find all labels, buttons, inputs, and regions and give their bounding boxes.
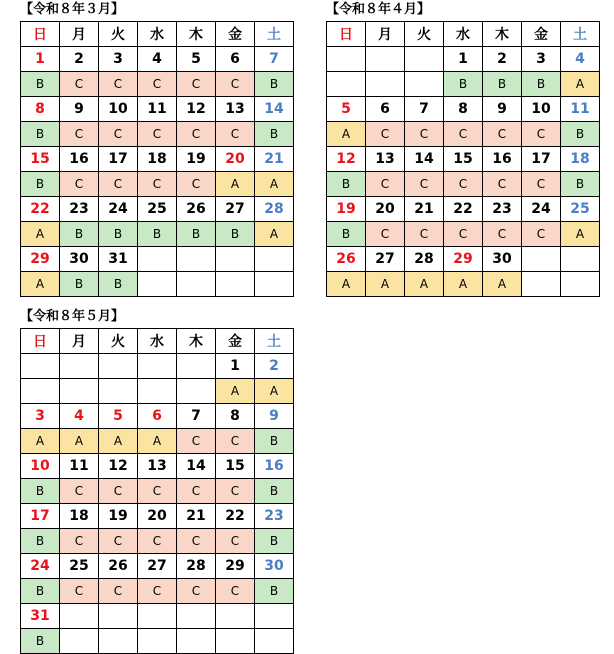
date-row xyxy=(21,47,294,72)
date-row xyxy=(21,504,294,529)
code-cell: C xyxy=(99,479,138,504)
date-cell: 22 xyxy=(21,197,60,222)
code-cell xyxy=(327,72,366,97)
date-cell: 6 xyxy=(366,97,405,122)
code-cell: C xyxy=(522,122,561,147)
date-cell: 8 xyxy=(216,404,255,429)
date-cell: 14 xyxy=(255,97,294,122)
date-cell: 20 xyxy=(216,147,255,172)
weekday-header: 木 xyxy=(177,22,216,47)
date-cell: 6 xyxy=(216,47,255,72)
code-cell: B xyxy=(255,479,294,504)
code-cell xyxy=(216,629,255,654)
date-cell: 11 xyxy=(138,97,177,122)
weekday-header: 金 xyxy=(216,329,255,354)
code-cell xyxy=(177,379,216,404)
date-cell: 12 xyxy=(99,454,138,479)
date-cell: 18 xyxy=(138,147,177,172)
code-row xyxy=(327,72,600,97)
code-row xyxy=(21,172,294,197)
date-cell: 21 xyxy=(255,147,294,172)
code-cell: C xyxy=(405,172,444,197)
weekday-header: 火 xyxy=(99,22,138,47)
code-cell: B xyxy=(483,72,522,97)
date-cell: 2 xyxy=(60,47,99,72)
weekday-header: 火 xyxy=(99,329,138,354)
code-cell: C xyxy=(177,429,216,454)
code-cell: B xyxy=(21,122,60,147)
code-cell: B xyxy=(561,122,600,147)
code-cell: B xyxy=(444,72,483,97)
code-cell: A xyxy=(138,429,177,454)
code-cell: A xyxy=(21,272,60,297)
date-cell: 3 xyxy=(522,47,561,72)
code-cell: C xyxy=(138,529,177,554)
code-cell: B xyxy=(216,222,255,247)
code-cell: C xyxy=(216,429,255,454)
date-cell: 15 xyxy=(216,454,255,479)
date-cell: 29 xyxy=(21,247,60,272)
weekday-header: 水 xyxy=(138,329,177,354)
date-cell: 30 xyxy=(255,554,294,579)
date-cell xyxy=(138,354,177,379)
date-cell: 8 xyxy=(21,97,60,122)
code-cell: C xyxy=(138,579,177,604)
date-row xyxy=(21,247,294,272)
code-cell: C xyxy=(177,122,216,147)
date-cell: 30 xyxy=(483,247,522,272)
date-cell xyxy=(522,247,561,272)
code-cell: B xyxy=(21,529,60,554)
code-cell: B xyxy=(21,579,60,604)
code-cell: C xyxy=(60,529,99,554)
weekday-header-row xyxy=(21,329,294,354)
code-cell: A xyxy=(405,272,444,297)
date-cell: 3 xyxy=(99,47,138,72)
date-row xyxy=(21,354,294,379)
date-cell: 23 xyxy=(255,504,294,529)
code-cell: A xyxy=(483,272,522,297)
code-cell: B xyxy=(255,529,294,554)
code-row xyxy=(21,579,294,604)
code-cell xyxy=(255,629,294,654)
code-row xyxy=(21,272,294,297)
code-cell xyxy=(60,629,99,654)
code-cell: A xyxy=(327,272,366,297)
code-cell: C xyxy=(60,122,99,147)
date-row xyxy=(21,554,294,579)
date-cell: 9 xyxy=(60,97,99,122)
weekday-header: 月 xyxy=(366,22,405,47)
weekday-header: 日 xyxy=(327,22,366,47)
date-cell xyxy=(216,247,255,272)
date-row xyxy=(21,147,294,172)
code-cell: B xyxy=(138,222,177,247)
date-cell: 5 xyxy=(99,404,138,429)
code-cell xyxy=(138,379,177,404)
code-cell: C xyxy=(99,579,138,604)
date-cell: 14 xyxy=(405,147,444,172)
date-cell xyxy=(60,354,99,379)
code-row xyxy=(21,629,294,654)
code-cell: A xyxy=(21,222,60,247)
code-row xyxy=(327,222,600,247)
date-cell: 24 xyxy=(99,197,138,222)
date-cell: 10 xyxy=(99,97,138,122)
date-cell: 7 xyxy=(405,97,444,122)
date-cell: 1 xyxy=(21,47,60,72)
date-cell: 26 xyxy=(177,197,216,222)
code-cell: A xyxy=(60,429,99,454)
date-row xyxy=(327,247,600,272)
code-cell: B xyxy=(327,172,366,197)
date-cell: 26 xyxy=(327,247,366,272)
date-cell: 7 xyxy=(177,404,216,429)
code-cell: C xyxy=(99,122,138,147)
code-cell xyxy=(99,379,138,404)
weekday-header: 金 xyxy=(216,22,255,47)
date-cell: 6 xyxy=(138,404,177,429)
calendar-title-may: 【令和８年５月】 xyxy=(20,309,125,324)
weekday-header: 木 xyxy=(483,22,522,47)
weekday-header: 日 xyxy=(21,22,60,47)
date-cell: 18 xyxy=(561,147,600,172)
code-cell: C xyxy=(216,122,255,147)
code-cell: C xyxy=(138,172,177,197)
date-cell: 17 xyxy=(99,147,138,172)
date-row xyxy=(327,147,600,172)
code-cell: A xyxy=(327,122,366,147)
weekday-header: 月 xyxy=(60,22,99,47)
date-cell xyxy=(405,47,444,72)
date-cell xyxy=(216,604,255,629)
date-cell: 15 xyxy=(21,147,60,172)
code-row xyxy=(21,479,294,504)
date-row xyxy=(327,47,600,72)
weekday-header: 日 xyxy=(21,329,60,354)
date-cell xyxy=(99,354,138,379)
date-cell xyxy=(21,354,60,379)
date-cell: 1 xyxy=(444,47,483,72)
date-cell: 11 xyxy=(60,454,99,479)
code-cell: B xyxy=(21,72,60,97)
code-cell: C xyxy=(483,122,522,147)
date-cell xyxy=(138,604,177,629)
weekday-header: 水 xyxy=(138,22,177,47)
code-cell: A xyxy=(255,222,294,247)
date-cell xyxy=(255,604,294,629)
date-cell xyxy=(177,354,216,379)
code-cell xyxy=(138,272,177,297)
calendar-april xyxy=(326,21,600,297)
date-cell: 23 xyxy=(483,197,522,222)
date-cell: 15 xyxy=(444,147,483,172)
code-cell: C xyxy=(177,479,216,504)
weekday-header: 土 xyxy=(255,22,294,47)
date-row xyxy=(21,97,294,122)
date-cell xyxy=(255,247,294,272)
code-cell: C xyxy=(177,72,216,97)
date-cell: 17 xyxy=(522,147,561,172)
date-cell: 29 xyxy=(444,247,483,272)
code-cell: C xyxy=(60,172,99,197)
date-cell: 9 xyxy=(483,97,522,122)
date-cell: 2 xyxy=(483,47,522,72)
code-cell: B xyxy=(60,222,99,247)
code-cell xyxy=(21,379,60,404)
code-cell: A xyxy=(21,429,60,454)
date-cell: 31 xyxy=(99,247,138,272)
date-cell: 19 xyxy=(177,147,216,172)
date-cell: 24 xyxy=(522,197,561,222)
code-cell: A xyxy=(216,172,255,197)
code-row xyxy=(21,379,294,404)
date-cell xyxy=(177,247,216,272)
code-cell: C xyxy=(444,222,483,247)
date-cell: 16 xyxy=(483,147,522,172)
date-cell: 16 xyxy=(60,147,99,172)
date-cell: 16 xyxy=(255,454,294,479)
date-cell: 2 xyxy=(255,354,294,379)
date-row xyxy=(21,404,294,429)
code-cell xyxy=(255,272,294,297)
calendar-march xyxy=(20,21,294,297)
date-cell: 30 xyxy=(60,247,99,272)
code-cell xyxy=(60,379,99,404)
code-row xyxy=(21,222,294,247)
code-cell: B xyxy=(21,172,60,197)
date-row xyxy=(21,197,294,222)
code-cell: C xyxy=(216,479,255,504)
date-cell: 3 xyxy=(21,404,60,429)
date-cell: 23 xyxy=(60,197,99,222)
date-cell: 10 xyxy=(21,454,60,479)
code-row xyxy=(21,122,294,147)
code-cell xyxy=(216,272,255,297)
code-cell: B xyxy=(99,272,138,297)
code-cell: B xyxy=(60,272,99,297)
code-cell: C xyxy=(60,479,99,504)
weekday-header: 木 xyxy=(177,329,216,354)
date-cell: 4 xyxy=(138,47,177,72)
date-cell xyxy=(138,247,177,272)
code-row xyxy=(21,529,294,554)
weekday-header-row xyxy=(21,22,294,47)
date-cell xyxy=(366,47,405,72)
code-cell: C xyxy=(522,222,561,247)
date-cell: 27 xyxy=(366,247,405,272)
code-cell: B xyxy=(177,222,216,247)
code-cell xyxy=(561,272,600,297)
code-cell: C xyxy=(60,579,99,604)
code-cell: C xyxy=(366,222,405,247)
code-cell: A xyxy=(561,222,600,247)
weekday-header: 水 xyxy=(444,22,483,47)
date-cell: 8 xyxy=(444,97,483,122)
code-cell: A xyxy=(255,172,294,197)
date-cell: 25 xyxy=(561,197,600,222)
date-cell xyxy=(99,604,138,629)
code-cell: C xyxy=(138,479,177,504)
date-cell: 28 xyxy=(255,197,294,222)
date-cell: 12 xyxy=(327,147,366,172)
code-row xyxy=(21,72,294,97)
code-cell: C xyxy=(177,579,216,604)
code-cell: C xyxy=(444,172,483,197)
calendar-title-march: 【令和８年３月】 xyxy=(20,2,125,17)
date-cell: 18 xyxy=(60,504,99,529)
code-cell xyxy=(138,629,177,654)
date-cell: 25 xyxy=(138,197,177,222)
code-cell: B xyxy=(21,629,60,654)
date-cell: 29 xyxy=(216,554,255,579)
code-cell: C xyxy=(216,529,255,554)
date-cell: 20 xyxy=(366,197,405,222)
date-cell: 21 xyxy=(405,197,444,222)
date-cell: 1 xyxy=(216,354,255,379)
date-row xyxy=(21,454,294,479)
weekday-header: 月 xyxy=(60,329,99,354)
calendar-title-april: 【令和８年４月】 xyxy=(326,2,431,17)
code-cell xyxy=(177,629,216,654)
code-cell: C xyxy=(99,529,138,554)
code-cell: A xyxy=(444,272,483,297)
code-cell: C xyxy=(483,222,522,247)
code-cell: C xyxy=(405,222,444,247)
code-row xyxy=(21,429,294,454)
code-cell: C xyxy=(177,529,216,554)
calendar-may xyxy=(20,328,294,654)
code-cell: B xyxy=(255,579,294,604)
weekday-header: 金 xyxy=(522,22,561,47)
code-cell: C xyxy=(444,122,483,147)
weekday-header: 土 xyxy=(561,22,600,47)
weekday-header-row xyxy=(327,22,600,47)
code-cell: C xyxy=(366,122,405,147)
date-cell: 9 xyxy=(255,404,294,429)
code-cell xyxy=(522,272,561,297)
date-cell: 4 xyxy=(60,404,99,429)
code-cell xyxy=(405,72,444,97)
code-cell: C xyxy=(60,72,99,97)
date-cell: 26 xyxy=(99,554,138,579)
date-cell xyxy=(177,604,216,629)
code-cell: A xyxy=(366,272,405,297)
date-cell xyxy=(561,247,600,272)
code-cell: B xyxy=(99,222,138,247)
date-cell: 28 xyxy=(405,247,444,272)
date-cell: 13 xyxy=(216,97,255,122)
code-cell: C xyxy=(177,172,216,197)
code-cell xyxy=(177,272,216,297)
code-row xyxy=(327,272,600,297)
date-cell: 24 xyxy=(21,554,60,579)
date-cell: 13 xyxy=(366,147,405,172)
code-cell: C xyxy=(483,172,522,197)
code-cell: C xyxy=(366,172,405,197)
date-cell: 5 xyxy=(177,47,216,72)
code-cell: C xyxy=(99,72,138,97)
date-cell: 7 xyxy=(255,47,294,72)
date-cell: 21 xyxy=(177,504,216,529)
code-cell: C xyxy=(216,579,255,604)
weekday-header: 火 xyxy=(405,22,444,47)
code-cell: C xyxy=(99,172,138,197)
date-cell: 17 xyxy=(21,504,60,529)
code-cell: C xyxy=(138,122,177,147)
date-cell: 22 xyxy=(216,504,255,529)
code-cell: B xyxy=(255,72,294,97)
date-cell: 19 xyxy=(99,504,138,529)
date-row xyxy=(21,604,294,629)
date-cell: 13 xyxy=(138,454,177,479)
date-cell: 5 xyxy=(327,97,366,122)
code-row xyxy=(327,172,600,197)
code-cell: B xyxy=(561,172,600,197)
code-cell: A xyxy=(561,72,600,97)
date-row xyxy=(327,97,600,122)
date-cell: 25 xyxy=(60,554,99,579)
date-cell: 27 xyxy=(216,197,255,222)
code-cell: B xyxy=(255,122,294,147)
code-cell: B xyxy=(327,222,366,247)
weekday-header: 土 xyxy=(255,329,294,354)
date-cell: 14 xyxy=(177,454,216,479)
date-cell: 20 xyxy=(138,504,177,529)
code-cell xyxy=(366,72,405,97)
code-cell: A xyxy=(99,429,138,454)
code-cell: C xyxy=(522,172,561,197)
date-row xyxy=(327,197,600,222)
date-cell: 12 xyxy=(177,97,216,122)
date-cell: 19 xyxy=(327,197,366,222)
code-cell xyxy=(99,629,138,654)
code-cell: C xyxy=(216,72,255,97)
date-cell xyxy=(327,47,366,72)
code-row xyxy=(327,122,600,147)
date-cell: 31 xyxy=(21,604,60,629)
code-cell: B xyxy=(21,479,60,504)
code-cell: C xyxy=(138,72,177,97)
date-cell: 27 xyxy=(138,554,177,579)
code-cell: B xyxy=(255,429,294,454)
code-cell: C xyxy=(405,122,444,147)
date-cell: 10 xyxy=(522,97,561,122)
code-cell: A xyxy=(255,379,294,404)
code-cell: A xyxy=(216,379,255,404)
date-cell: 28 xyxy=(177,554,216,579)
date-cell xyxy=(60,604,99,629)
date-cell: 22 xyxy=(444,197,483,222)
date-cell: 4 xyxy=(561,47,600,72)
code-cell: B xyxy=(522,72,561,97)
date-cell: 11 xyxy=(561,97,600,122)
